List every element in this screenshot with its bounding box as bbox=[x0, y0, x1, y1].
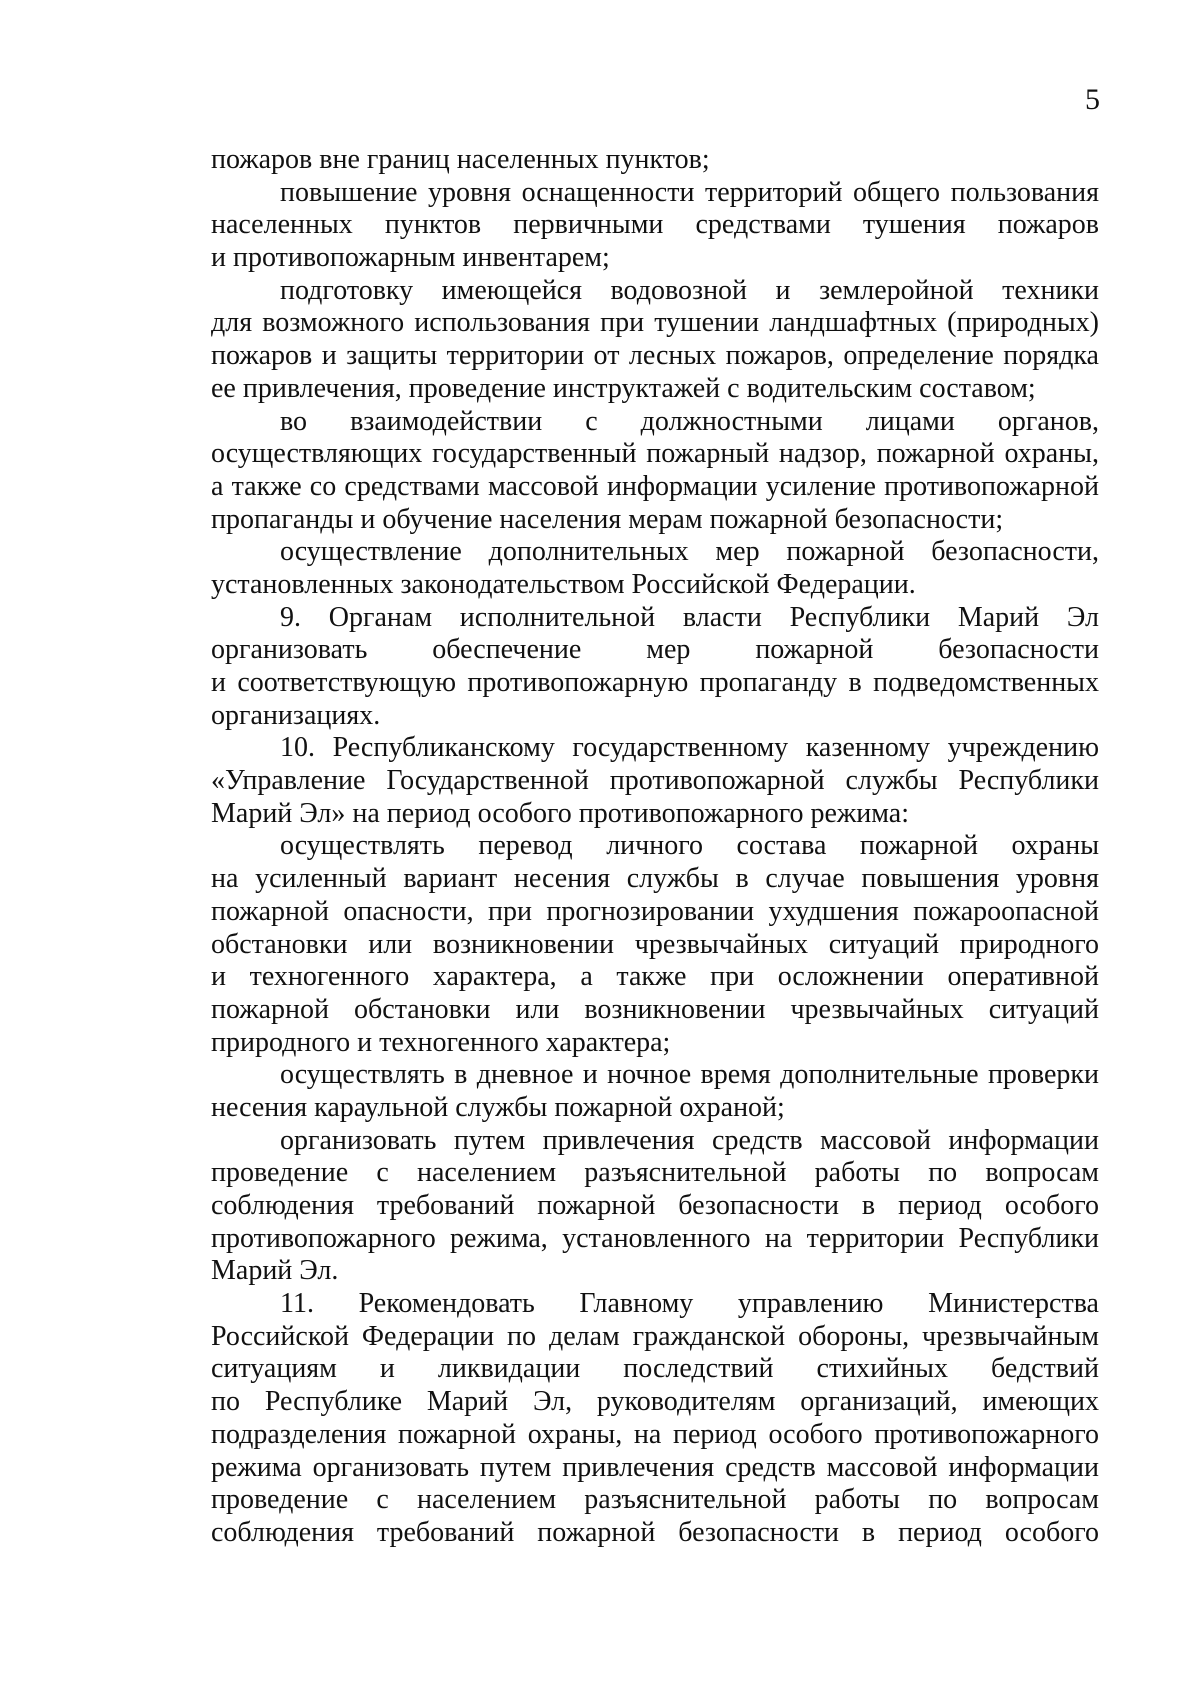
text-line: а также со средствами массовой информации усиление противопожарной bbox=[211, 470, 1099, 502]
text-line: 11. Рекомендовать Главному управлению Министерства bbox=[280, 1288, 1099, 1320]
text-line: пожаров вне границ населенных пунктов; bbox=[211, 144, 710, 175]
text-line: осуществлять в дневное и ночное время дополнительные проверки bbox=[280, 1059, 1099, 1091]
text-line: по Республике Марий Эл, руководителям организаций, имеющих bbox=[211, 1386, 1099, 1418]
text-line: осуществляющих государственный пожарный надзор, пожарной охраны, bbox=[211, 438, 1099, 470]
text-line: во взаимодействии с должностными лицами органов, bbox=[280, 405, 1099, 437]
text-line: повышение уровня оснащенности территорий общего пользования bbox=[280, 176, 1099, 208]
text-line: осуществление дополнительных мер пожарной безопасности, bbox=[280, 536, 1099, 568]
text-line: и противопожарным инвентарем; bbox=[211, 242, 610, 274]
text-line: на усиленный вариант несения службы в случае повышения уровня bbox=[211, 863, 1099, 895]
text-line: подразделения пожарной охраны, на период особого противопожарного bbox=[211, 1418, 1099, 1450]
text-line: Марий Эл. bbox=[211, 1255, 339, 1287]
text-line: пожаров и защиты территории от лесных пожаров, определение порядка bbox=[211, 340, 1099, 372]
text-line: соблюдения требований пожарной безопасности в период особого bbox=[211, 1516, 1099, 1548]
text-line: пропаганды и обучение населения мерам пожарной безопасности; bbox=[211, 503, 1004, 535]
text-line: противопожарного режима, установленного на территории Республики bbox=[211, 1222, 1099, 1254]
text-line: обстановки или возникновении чрезвычайных ситуаций природного bbox=[211, 928, 1099, 960]
text-line: населенных пунктов первичными средствами тушения пожаров bbox=[211, 209, 1099, 241]
text-line: ситуациям и ликвидации последствий стихийных бедствий bbox=[211, 1353, 1099, 1385]
text-line: установленных законодательством Российской Федерации. bbox=[211, 568, 916, 600]
text-line: осуществлять перевод личного состава пожарной охраны bbox=[280, 830, 1099, 862]
text-line: природного и техногенного характера; bbox=[211, 1026, 671, 1058]
text-line: проведение с населением разъяснительной работы по вопросам bbox=[211, 1484, 1099, 1516]
text-line: и соответствующую противопожарную пропаганду в подведомственных bbox=[211, 667, 1099, 698]
text-line: «Управление Государственной противопожарной службы Республики bbox=[211, 765, 1099, 797]
text-line: 9. Органам исполнительной власти Республики Марий Эл bbox=[280, 601, 1099, 633]
text-line: пожарной обстановки или возникновении чрезвычайных ситуаций bbox=[211, 993, 1099, 1025]
document-body bbox=[211, 144, 1099, 1550]
text-line: и техногенного характера, а также при осложнении оперативной bbox=[211, 961, 1099, 993]
text-line: 10. Республиканскому государственному казенному учреждению bbox=[280, 732, 1099, 764]
text-line: ее привлечения, проведение инструктажей с водительским составом; bbox=[211, 372, 1036, 404]
text-line: пожарной опасности, при прогнозировании ухудшения пожароопасной bbox=[211, 895, 1099, 927]
text-line: для возможного использования при тушении ландшафтных (природных) bbox=[211, 307, 1099, 339]
page-number: 5 bbox=[1085, 83, 1100, 116]
text-line: организовать обеспечение мер пожарной безопасности bbox=[211, 634, 1099, 666]
text-line: подготовку имеющейся водовозной и землеройной техники bbox=[280, 274, 1099, 306]
text-line: организациях. bbox=[211, 699, 381, 731]
text-line: Марий Эл» на период особого противопожарного режима: bbox=[211, 797, 909, 829]
text-line: несения караульной службы пожарной охраной; bbox=[211, 1091, 785, 1123]
text-line: соблюдения требований пожарной безопасности в период особого bbox=[211, 1190, 1099, 1221]
text-line: Российской Федерации по делам гражданской обороны, чрезвычайным bbox=[211, 1320, 1099, 1352]
text-line: проведение с населением разъяснительной работы по вопросам bbox=[211, 1157, 1099, 1189]
text-line: режима организовать путем привлечения средств массовой информации bbox=[211, 1451, 1099, 1483]
text-line: организовать путем привлечения средств массовой информации bbox=[280, 1124, 1099, 1156]
